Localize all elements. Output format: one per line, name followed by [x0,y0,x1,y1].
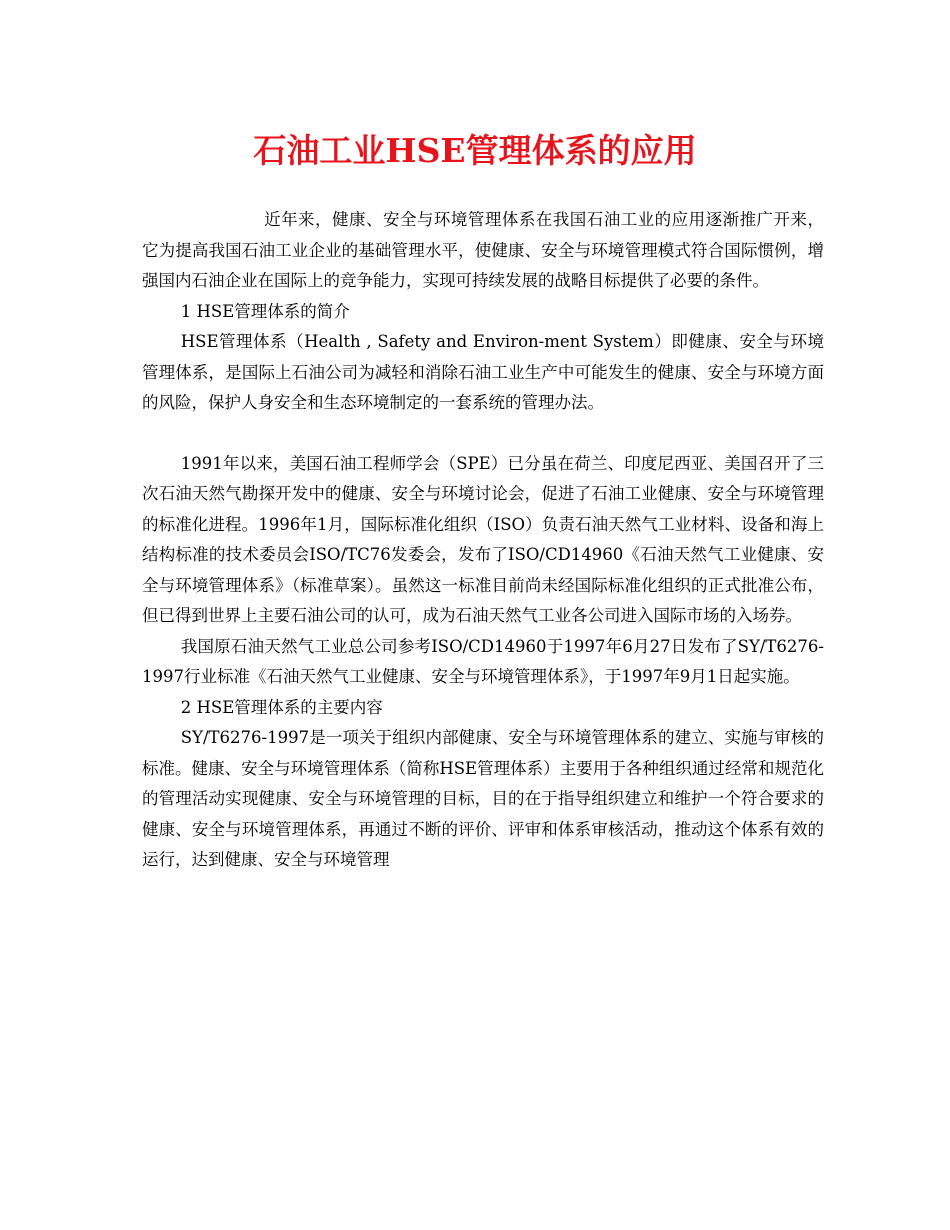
section-heading-2: 2 HSE管理体系的主要内容 [180,697,383,717]
paragraph-main-content: SY/T6276-1997是一项关于组织内部健康、安全与环境管理体系的建立、实施与审核的标准。健康、安全与环境管理体系（简称HSE管理体系）主要用于各种组织通过经常和规范化的管理活动实现健康、安全与环境管理的目标，目的在于指导组织建立和维护一个符合要求的健康、安全与环境管理体系，再通过不断的评价、评审和体系审核活动，推动这个体系有效的运行，达到健康、安全与环境管理 [142,728,824,869]
paragraph-history: 1991年以来，美国石油工程师学会（SPE）已分虽在荷兰、印度尼西亚、美国召开了三次石油天然气勘探开发中的健康、安全与环境讨论会，促进了石油工业健康、安全与环境管理的标准化进程。1996年1月，国际标准化组织（ISO）负责石油天然气工业材料、设备和海上结构标准的技术委员会ISO/TC76发委会，发布了ISO/CD14960《石油天然气工业健康、安全与环境管理体系》（标准草案）。虽然这一标准目前尚未经国际标准化组织的正式批准公布，但已得到世界上主要石油公司的认可，成为石油天然气工业各公司进入国际市场的入场券。 [142,453,824,625]
paragraph-national-standard: 我国原石油天然气工业总公司参考ISO/CD14960于1997年6月27日发布了SY/T6276-1997行业标准《石油天然气工业健康、安全与环境管理体系》，于1997年9月1日起实施。 [142,636,824,686]
document-body [142,205,824,876]
document-title: 石油工业HSE管理体系的应用 [253,131,697,170]
paragraph-intro: 近年来，健康、安全与环境管理体系在我国石油工业的应用逐渐推广开来，它为提高我国石油工业企业的基础管理水平，使健康、安全与环境管理模式符合国际惯例，增强国内石油企业在国际上的竞争能力，实现可持续发展的战略目标提供了必要的条件。 [142,210,824,290]
paragraph-hse-definition: HSE管理体系（Health , Safety and Environ-ment System）即健康、安全与环境管理体系，是国际上石油公司为减轻和消除石油工业生产中可能发生的健康、安全与环境方面的风险，保护人身安全和生态环境制定的一套系统的管理办法。 [142,332,824,412]
section-heading-1: 1 HSE管理体系的简介 [180,301,350,321]
